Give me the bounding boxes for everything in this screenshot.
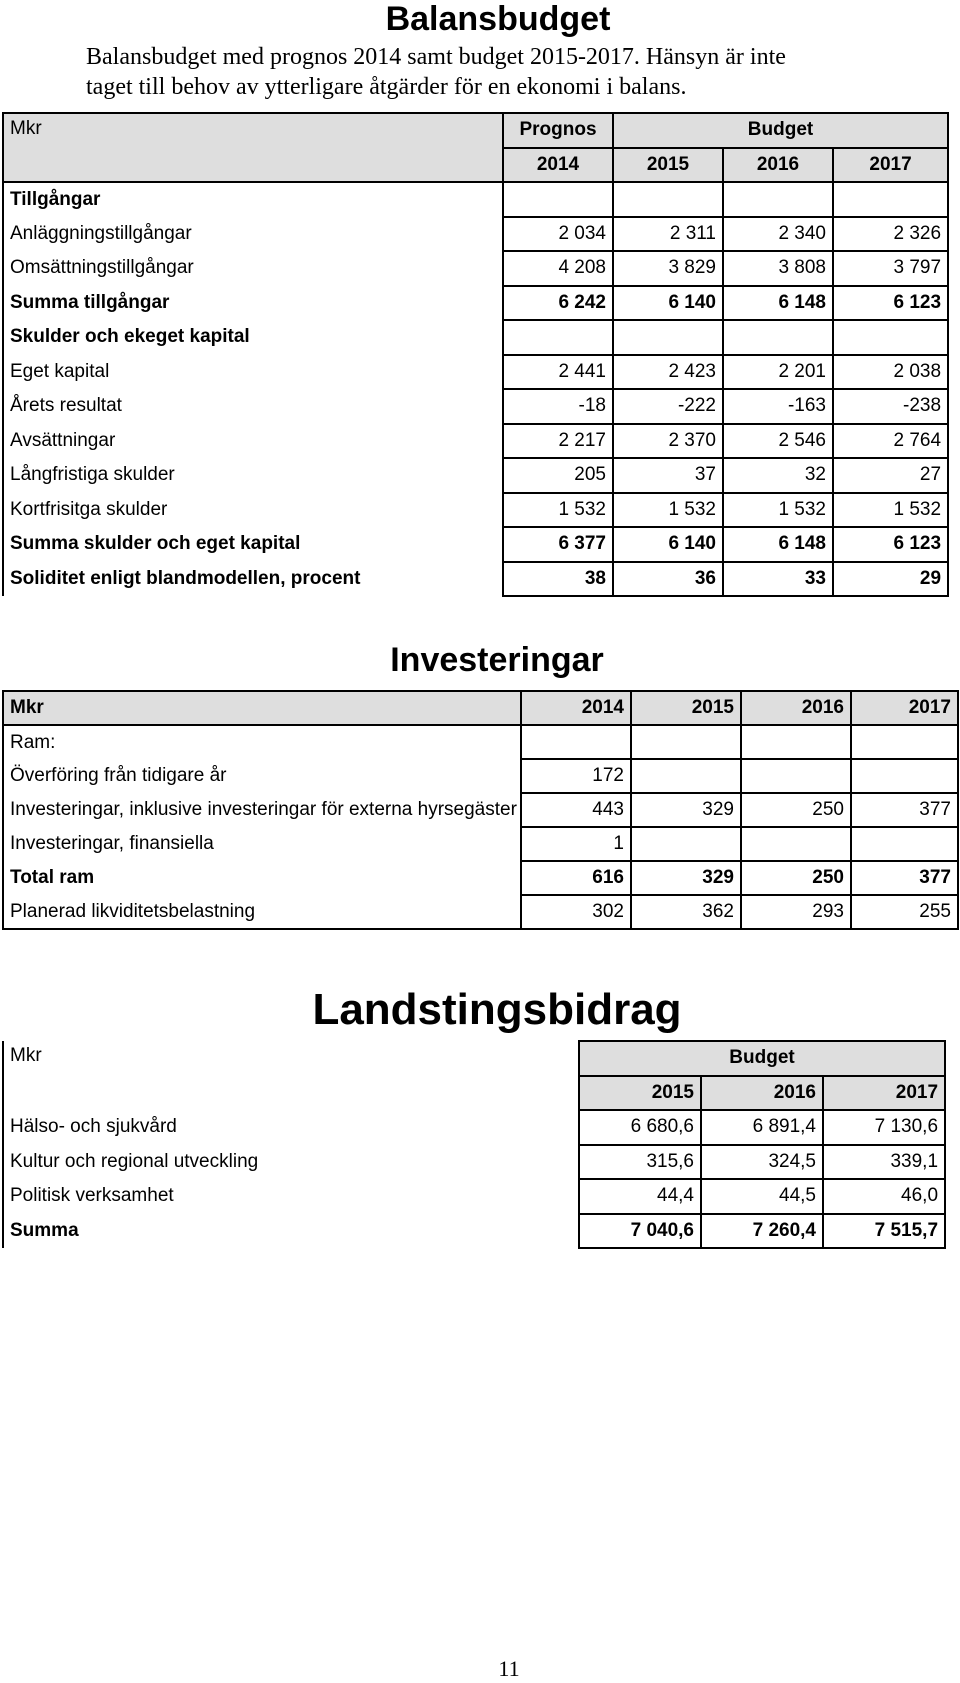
value-cell: 6 123 <box>833 527 948 562</box>
year-cell: 2016 <box>723 148 833 183</box>
row-label: Kortfrisitga skulder <box>3 493 503 528</box>
value-cell: 3 808 <box>723 251 833 286</box>
value-cell <box>723 182 833 217</box>
value-cell: 616 <box>521 861 631 895</box>
value-cell: 250 <box>741 861 851 895</box>
row-label: Tillgångar <box>3 182 503 217</box>
table-row <box>3 458 948 493</box>
value-cell: 6 140 <box>613 527 723 562</box>
value-cell: 339,1 <box>823 1145 945 1180</box>
table-row <box>3 793 958 827</box>
intro-text <box>86 42 946 102</box>
value-cell <box>851 725 958 759</box>
value-cell: 32 <box>723 458 833 493</box>
table-row <box>3 217 948 252</box>
value-cell: 329 <box>631 861 741 895</box>
budget-label: Budget <box>579 1041 945 1076</box>
value-cell: 37 <box>613 458 723 493</box>
table-row <box>3 759 958 793</box>
table-row <box>3 895 958 929</box>
row-label: Soliditet enligt blandmodellen, procent <box>3 562 503 597</box>
unit-label: Mkr <box>3 113 503 182</box>
value-cell: -163 <box>723 389 833 424</box>
value-cell: 6 377 <box>503 527 613 562</box>
value-cell: 2 370 <box>613 424 723 459</box>
value-cell: 36 <box>613 562 723 597</box>
value-cell: 6 148 <box>723 286 833 321</box>
value-cell: 44,5 <box>701 1179 823 1214</box>
year-cell: 2015 <box>631 691 741 725</box>
value-cell: 329 <box>631 793 741 827</box>
value-cell: 377 <box>851 861 958 895</box>
table-row <box>3 1110 945 1145</box>
value-cell <box>833 320 948 355</box>
table-row <box>3 725 958 759</box>
value-cell: 324,5 <box>701 1145 823 1180</box>
row-label: Politisk verksamhet <box>3 1179 579 1214</box>
value-cell <box>741 827 851 861</box>
header-row <box>3 113 948 148</box>
year-cell: 2015 <box>579 1076 701 1111</box>
table-row <box>3 1145 945 1180</box>
value-cell <box>833 182 948 217</box>
year-cell: 2014 <box>521 691 631 725</box>
value-cell: 362 <box>631 895 741 929</box>
value-cell: 250 <box>741 793 851 827</box>
value-cell: 7 040,6 <box>579 1214 701 1249</box>
investeringar-title: Investeringar <box>390 641 604 679</box>
table-row <box>3 1179 945 1214</box>
value-cell: 2 038 <box>833 355 948 390</box>
table-row <box>3 424 948 459</box>
value-cell: 1 532 <box>723 493 833 528</box>
value-cell: 443 <box>521 793 631 827</box>
value-cell: 2 340 <box>723 217 833 252</box>
value-cell: 6 891,4 <box>701 1110 823 1145</box>
value-cell: 38 <box>503 562 613 597</box>
row-label: Skulder och ekeget kapital <box>3 320 503 355</box>
row-label: Hälso- och sjukvård <box>3 1110 579 1145</box>
unit-label: Mkr <box>3 1041 579 1110</box>
value-cell: 46,0 <box>823 1179 945 1214</box>
year-cell: 2017 <box>823 1076 945 1111</box>
row-label: Eget kapital <box>3 355 503 390</box>
value-cell <box>851 759 958 793</box>
value-cell: 7 130,6 <box>823 1110 945 1145</box>
row-label: Ram: <box>3 725 521 759</box>
value-cell: 205 <box>503 458 613 493</box>
year-cell: 2014 <box>503 148 613 183</box>
row-label: Avsättningar <box>3 424 503 459</box>
value-cell: 6 242 <box>503 286 613 321</box>
value-cell <box>521 725 631 759</box>
table-row <box>3 355 948 390</box>
value-cell: 315,6 <box>579 1145 701 1180</box>
value-cell: 2 201 <box>723 355 833 390</box>
table-row <box>3 389 948 424</box>
row-label: Årets resultat <box>3 389 503 424</box>
value-cell: 1 532 <box>503 493 613 528</box>
table-row <box>3 251 948 286</box>
value-cell <box>631 725 741 759</box>
value-cell: 2 441 <box>503 355 613 390</box>
row-label: Investeringar, finansiella <box>3 827 521 861</box>
value-cell: 6 148 <box>723 527 833 562</box>
header-row <box>3 1041 945 1076</box>
value-cell: -18 <box>503 389 613 424</box>
value-cell: 2 546 <box>723 424 833 459</box>
row-label: Summa skulder och eget kapital <box>3 527 503 562</box>
value-cell <box>741 725 851 759</box>
value-cell <box>613 182 723 217</box>
value-cell: 2 423 <box>613 355 723 390</box>
value-cell: 1 <box>521 827 631 861</box>
row-label: Kultur och regional utveckling <box>3 1145 579 1180</box>
landstingsbidrag-title: Landstingsbidrag <box>312 985 682 1034</box>
header-row <box>3 691 958 725</box>
value-cell: -222 <box>613 389 723 424</box>
value-cell: 2 217 <box>503 424 613 459</box>
value-cell: 293 <box>741 895 851 929</box>
table-row <box>3 320 948 355</box>
value-cell: 2 034 <box>503 217 613 252</box>
value-cell <box>613 320 723 355</box>
row-label: Långfristiga skulder <box>3 458 503 493</box>
table-row <box>3 562 948 597</box>
row-label: Anläggningstillgångar <box>3 217 503 252</box>
value-cell: 6 123 <box>833 286 948 321</box>
intro-line-1: Balansbudget med prognos 2014 samt budget 2015-2017. Hänsyn är inte <box>86 44 786 70</box>
table-row <box>3 493 948 528</box>
value-cell <box>503 182 613 217</box>
intro-line-2: taget till behov av ytterligare åtgärder för en ekonomi i balans. <box>86 74 687 100</box>
balance-budget-table <box>2 112 949 597</box>
row-label: Planerad likviditetsbelastning <box>3 895 521 929</box>
year-cell: 2016 <box>701 1076 823 1111</box>
row-label: Investeringar, inklusive investeringar för externa hyrsegäster <box>3 793 521 827</box>
value-cell <box>723 320 833 355</box>
value-cell: 6 140 <box>613 286 723 321</box>
county-contribution-table <box>2 1040 946 1249</box>
value-cell <box>851 827 958 861</box>
value-cell: 6 680,6 <box>579 1110 701 1145</box>
table-row <box>3 827 958 861</box>
year-cell: 2017 <box>833 148 948 183</box>
value-cell: -238 <box>833 389 948 424</box>
value-cell: 3 829 <box>613 251 723 286</box>
value-cell: 1 532 <box>613 493 723 528</box>
value-cell: 172 <box>521 759 631 793</box>
value-cell <box>631 827 741 861</box>
row-label: Summa <box>3 1214 579 1249</box>
value-cell: 377 <box>851 793 958 827</box>
value-cell: 2 764 <box>833 424 948 459</box>
value-cell: 33 <box>723 562 833 597</box>
value-cell <box>631 759 741 793</box>
value-cell: 2 326 <box>833 217 948 252</box>
value-cell: 302 <box>521 895 631 929</box>
value-cell: 2 311 <box>613 217 723 252</box>
prognos-label: Prognos <box>503 113 613 148</box>
table-row <box>3 182 948 217</box>
value-cell: 255 <box>851 895 958 929</box>
year-cell: 2015 <box>613 148 723 183</box>
table-row <box>3 861 958 895</box>
year-cell: 2016 <box>741 691 851 725</box>
value-cell <box>741 759 851 793</box>
year-cell: 2017 <box>851 691 958 725</box>
value-cell: 7 515,7 <box>823 1214 945 1249</box>
page-title: Balansbudget <box>385 0 611 38</box>
value-cell: 4 208 <box>503 251 613 286</box>
value-cell: 44,4 <box>579 1179 701 1214</box>
value-cell: 29 <box>833 562 948 597</box>
unit-label: Mkr <box>3 691 521 725</box>
budget-label: Budget <box>613 113 948 148</box>
investments-table <box>2 690 959 930</box>
table-row <box>3 286 948 321</box>
row-label: Summa tillgångar <box>3 286 503 321</box>
row-label: Total ram <box>3 861 521 895</box>
value-cell: 7 260,4 <box>701 1214 823 1249</box>
value-cell: 3 797 <box>833 251 948 286</box>
table-row <box>3 527 948 562</box>
value-cell <box>503 320 613 355</box>
row-label: Omsättningstillgångar <box>3 251 503 286</box>
value-cell: 27 <box>833 458 948 493</box>
table-row <box>3 1214 945 1249</box>
row-label: Överföring från tidigare år <box>3 759 521 793</box>
value-cell: 1 532 <box>833 493 948 528</box>
page-number: 11 <box>498 1656 520 1681</box>
